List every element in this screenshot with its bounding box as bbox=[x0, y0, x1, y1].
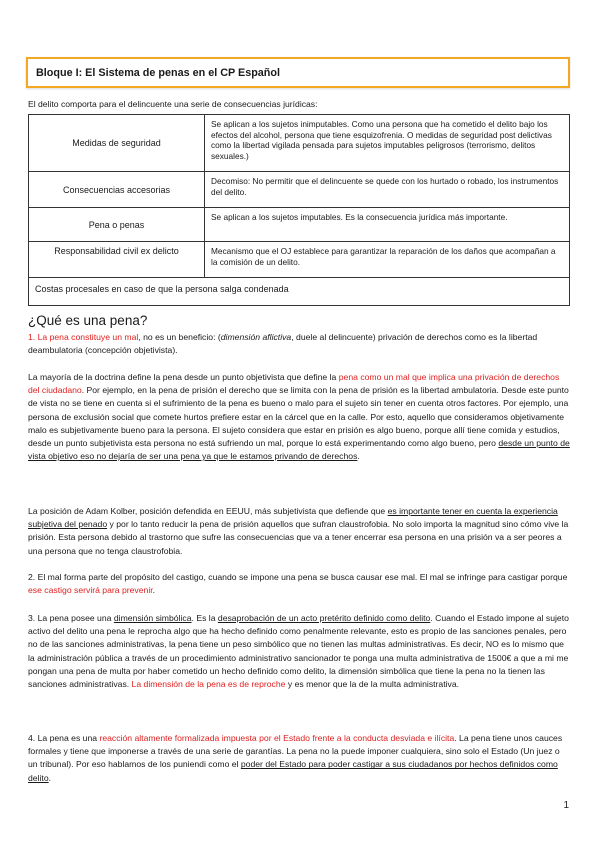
table-row bbox=[29, 115, 570, 172]
text-run: . bbox=[152, 585, 156, 596]
highlight: La dimensión de la pena es de reproche bbox=[131, 679, 286, 690]
underlined-text: poder del Estado para poder castigar a sus ciudadanos por hechos definidos como delito bbox=[28, 759, 558, 783]
text-run: y es menor que la de la multa administrativa. bbox=[285, 679, 460, 690]
text-run: . La pena tiene unos cauces formales y tiene que imponerse a través de una serie de garantías. La pena no la puede imponer cualquiera, sino solo el Estado (Un juez o un tribunal). Por eso hablamos de los puniendi como el bbox=[28, 733, 563, 770]
paragraph-2 bbox=[28, 371, 571, 463]
text-run: La posición de Adam Kolber, posición defendida en EEUU, más subjetivista que defiende que bbox=[28, 506, 388, 516]
text-run: 4. La pena es una bbox=[28, 733, 100, 743]
underlined-text: desaprobación de un acto pretérito definido como delito bbox=[217, 613, 431, 623]
paragraph-1 bbox=[28, 331, 571, 357]
section-heading: ¿Qué es una pena? bbox=[28, 313, 148, 328]
table-row bbox=[29, 208, 570, 242]
block-title: Bloque I: El Sistema de penas en el CP Español bbox=[26, 57, 570, 88]
text-run: y por lo tanto reducir la pena de prisión aquellos que sufran claustrofobia. No solo importa la magnitud sino cómo vive la prisión. Esta persona debido al trastorno que sufre las consecuencias que va a tener encerrar esa persona en una prisión va a ser peores a una persona que no tenga claustrofobia. bbox=[28, 519, 569, 556]
text-run: , no es un beneficio: ( bbox=[138, 332, 221, 342]
row-label: Pena o penas bbox=[29, 208, 205, 242]
text-run: . bbox=[357, 451, 360, 462]
highlight: pena como un mal que implica una privación de derechos del ciudadano bbox=[28, 372, 560, 396]
table-row bbox=[29, 172, 570, 208]
row-description: Se aplican a los sujetos imputables. Es la consecuencia jurídica más importante. bbox=[205, 208, 570, 242]
row-description: Decomiso: No permitir que el delincuente se quede con los hurtado o robado, los instrumentos del delito. bbox=[205, 172, 570, 208]
table-row bbox=[29, 278, 570, 306]
table-row bbox=[29, 242, 570, 278]
text-run: . bbox=[48, 772, 52, 783]
text-run: . Por ejemplo, en la pena de prisión el derecho que se limita con la pena de prisión es la libertad ambulatoria. Desde este punto de vista no se tiene en cuenta si el sufrimiento de la pena es bueno o malo para el sujeto sin tener en cuenta otros factores. Por ejemplo, una persona de exclusión social que comete hurtos prefiere estar en la cárcel que en la calle. Por esto, aquello que consideramos objetivamente malo es subjetivamente bueno para la persona. El sujeto considera que estar en prisión es algo bueno, porque allí tiene comida y estudios, desde un punto subjetivista esta persona no está sufriendo un mal, porque lo está experimentando como algo bueno, pero bbox=[28, 385, 569, 449]
paragraph-3 bbox=[28, 505, 571, 558]
row-label: Responsabilidad civil ex delicto bbox=[29, 242, 205, 278]
highlight: reacción altamente formalizada impuesta por el Estado frente a la conducta desviada e ilícita bbox=[99, 733, 455, 743]
text-run: . Cuando el Estado impone al sujeto activo del delito una pena le reprocha algo que ha hecho definido como penalmente relevante, esto es propio de las sanciones penales, pero no de las sanciones administrativas, la pena tiene un peso simbólico que no tienen las multas administrativas. Es decir, NO es lo mismo que la administración pública a través de un procedimiento administrativo sancionador te ponga una multa administrativa de 1500€ a que a mi me pongan una pena de multa por haber cometido un hecho definido como delito, la dimensión simbólica que tiene la pena no la tienen las sanciones administrativas. bbox=[28, 613, 569, 690]
underlined-text: desde un punto de vista objetivo eso no dejaría de ser una pena ya que le estamos privando de derechos bbox=[28, 438, 570, 462]
highlight: ese castigo servirá para prevenir bbox=[28, 585, 153, 596]
text-run: 2. El mal forma parte del propósito del castigo, cuando se impone una pena se busca causar ese mal. El mal se infringe para castigar porque bbox=[28, 572, 568, 582]
page-number: 1 bbox=[563, 800, 569, 811]
italic-text: dimensión aflictiva bbox=[220, 332, 292, 342]
underlined-text: es importante tener en cuenta la experiencia subjetiva del penado bbox=[28, 506, 558, 530]
row-label: Consecuencias accesorias bbox=[29, 172, 205, 208]
table-footer-row: Costas procesales en caso de que la persona salga condenada bbox=[29, 278, 570, 306]
intro-text: El delito comporta para el delincuente una serie de consecuencias jurídicas: bbox=[28, 99, 318, 109]
row-label: Medidas de seguridad bbox=[29, 115, 205, 172]
text-run: , duele al delincuente) privación de derechos como es la libertad deambulatoria (concepción objetivista). bbox=[28, 332, 538, 356]
paragraph-5 bbox=[28, 612, 571, 691]
paragraph-4 bbox=[28, 571, 571, 597]
underlined-text: dimensión simbólica bbox=[113, 613, 192, 623]
text-run: 3. La pena posee una bbox=[28, 613, 114, 623]
text-run: La mayoría de la doctrina define la pena desde un punto objetivista que define la bbox=[28, 372, 339, 382]
highlight: 1. La pena constituye un mal bbox=[28, 332, 139, 342]
row-description: Se aplican a los sujetos inimputables. Como una persona que ha cometido el delito bajo los efectos del alcohol, persona que tiene esquizofrenia. O medidas de seguridad post delictivas como la libertad vigilada pensada para sujetos imputables peligrosos (terrorismo, delitos sexuales.) bbox=[205, 115, 570, 172]
paragraph-6 bbox=[28, 732, 571, 785]
row-description: Mecanismo que el OJ establece para garantizar la reparación de los daños que acompañan a la comisión de un delito. bbox=[205, 242, 570, 278]
text-run: . Es la bbox=[191, 613, 218, 623]
consequences-table bbox=[28, 114, 570, 306]
